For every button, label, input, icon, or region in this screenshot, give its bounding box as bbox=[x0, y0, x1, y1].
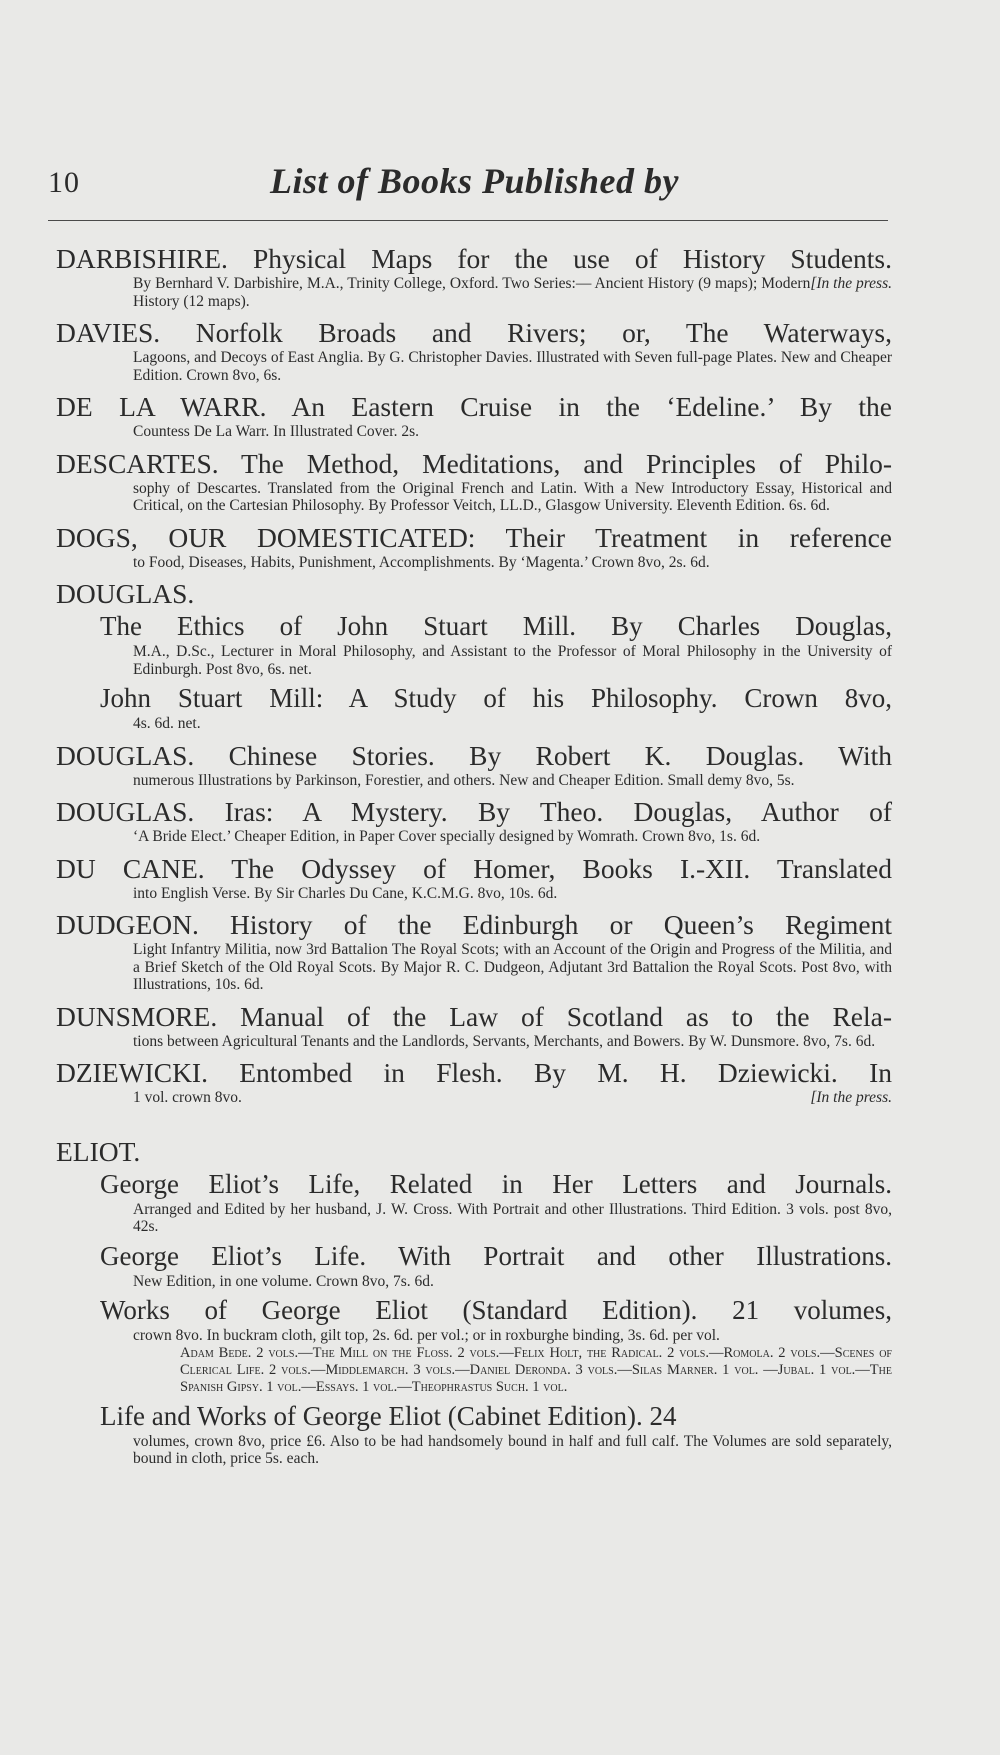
sub-entry-heading: George Eliot’s Life. With Portrait and other Illustrations. bbox=[100, 1240, 892, 1271]
entry-note: [In the press. bbox=[810, 1089, 892, 1106]
sub-entry-description: Arranged and Edited by her husband, J. W. Cross. With Portrait and other Illustrations. Third Edition. 3 vols. post 8vo, 42s. bbox=[133, 1200, 892, 1235]
entry-heading: DUDGEON. History of the Edinburgh or Queen’s Regiment bbox=[56, 909, 892, 940]
sub-entry bbox=[56, 1240, 892, 1291]
sub-entry-heading: John Stuart Mill: A Study of his Philosophy. Crown 8vo, bbox=[100, 683, 892, 713]
entry-description: sophy of Descartes. Translated from the Original French and Latin. With a New Introductory Essay, Historical and Critical, on the Cartesian Philosophy. By Professor Veitch, LL.D., Glasgow University. Eleventh Edition. 6s. 6d. bbox=[133, 479, 892, 514]
catalogue-body bbox=[56, 242, 892, 1474]
group-eliot bbox=[56, 1135, 892, 1468]
entry-heading: DE LA WARR. An Eastern Cruise in the ‘Edeline.’ By the bbox=[56, 391, 892, 422]
sub-entry bbox=[56, 1294, 892, 1396]
sub-entry-heading: Works of George Eliot (Standard Edition). 21 volumes, bbox=[100, 1295, 892, 1325]
entry-description-text: 1 vol. crown 8vo. bbox=[133, 1089, 242, 1106]
entry-heading: DESCARTES. The Method, Meditations, and Principles of Philo- bbox=[56, 447, 892, 479]
group-douglas bbox=[56, 577, 892, 733]
entry-dogs bbox=[56, 521, 892, 572]
section-gap bbox=[56, 1113, 892, 1135]
entry-description bbox=[56, 1089, 892, 1107]
sub-entry bbox=[56, 1400, 892, 1468]
sub-entry bbox=[56, 682, 892, 733]
entry-description: numerous Illustrations by Parkinson, Forestier, and others. New and Cheaper Edition. Small demy 8vo, 5s. bbox=[133, 771, 795, 789]
sub-entry-heading: George Eliot’s Life, Related in Her Letters and Journals. bbox=[100, 1168, 892, 1199]
sub-entry-description: New Edition, in one volume. Crown 8vo, 7s. 6d. bbox=[133, 1272, 434, 1290]
entry-heading: DOUGLAS. Chinese Stories. By Robert K. Douglas. With bbox=[56, 739, 892, 771]
entry-description-text: By Bernhard V. Darbishire, M.A., Trinity College, Oxford. Two Series:— Ancient History (9 maps); Modern History (12 maps). bbox=[133, 275, 811, 310]
entry-heading: DOGS, OUR DOMESTICATED: Their Treatment in reference bbox=[56, 521, 892, 553]
entry-du-cane bbox=[56, 852, 892, 903]
entry-heading: DU CANE. The Odyssey of Homer, Books I.-XII. Translated bbox=[56, 852, 892, 884]
sub-entry-heading: The Ethics of John Stuart Mill. By Charles Douglas, bbox=[100, 611, 892, 641]
entry-davies bbox=[56, 316, 892, 384]
entry-dudgeon bbox=[56, 908, 892, 994]
entry-heading: DZIEWICKI. Entombed in Flesh. By M. H. Dziewicki. In bbox=[56, 1057, 892, 1088]
sub-entry-description: volumes, crown 8vo, price £6. Also to be had handsomely bound in half and full calf. The Volumes are sold separately, bound in cloth, price 5s. each. bbox=[133, 1432, 892, 1467]
entry-douglas-iras bbox=[56, 795, 892, 846]
page-number: 10 bbox=[48, 166, 80, 199]
group-title: DOUGLAS. bbox=[56, 578, 195, 609]
sub-entry-heading: Life and Works of George Eliot (Cabinet Edition). 24 bbox=[100, 1400, 677, 1431]
entry-description bbox=[56, 275, 892, 310]
sub-entry bbox=[56, 610, 892, 678]
sub-entry bbox=[56, 1168, 892, 1236]
volume-titles-list: Adam Bede. 2 vols.—The Mill on the Floss. 2 vols.—Felix Holt, the Radical. 2 vols.—Romola. 2 vols.—Scenes of Clerical Life. 2 vols.—Middlemarch. 3 vols.—Daniel Deronda. 3 vols.—Silas Marner. 1 vol. —Jubal. 1 vol.—The Spanish Gipsy. 1 vol.—Essays. 1 vol.—Theophrastus Such. 1 vol. bbox=[180, 1344, 892, 1395]
entry-de-la-warr bbox=[56, 390, 892, 441]
entry-description: ‘A Bride Elect.’ Cheaper Edition, in Paper Cover specially designed by Womrath. Crown 8vo, 1s. 6d. bbox=[133, 828, 761, 845]
header-rule bbox=[48, 220, 888, 221]
entry-dziewicki bbox=[56, 1056, 892, 1107]
entry-description: Light Infantry Militia, now 3rd Battalion The Royal Scots; with an Account of the Origin and Progress of the Militia, and a Brief Sketch of the Old Royal Scots. By Major R. C. Dudgeon, Adjutant 3rd Battalion the Royal Scots. Post 8vo, with Illustrations, 10s. 6d. bbox=[133, 941, 892, 993]
entry-darbishire bbox=[56, 242, 892, 310]
entry-note: [In the press. bbox=[810, 275, 892, 292]
sub-entry-description: M.A., D.Sc., Lecturer in Moral Philosophy, and Assistant to the Professor of Moral Philosophy in the University of Edinburgh. Post 8vo, 6s. net. bbox=[133, 643, 892, 678]
sub-entry-description: 4s. 6d. net. bbox=[133, 715, 201, 732]
entry-description: Countess De La Warr. In Illustrated Cover. 2s. bbox=[133, 423, 420, 440]
running-head: List of Books Published by bbox=[270, 161, 680, 201]
entry-dunsmore bbox=[56, 1000, 892, 1051]
entry-heading: DOUGLAS. Iras: A Mystery. By Theo. Douglas, Author of bbox=[56, 796, 892, 827]
entry-description: tions between Agricultural Tenants and the Landlords, Servants, Merchants, and Bowers. By W. Dunsmore. 8vo, 7s. 6d. bbox=[133, 1032, 876, 1050]
entry-description: into English Verse. By Sir Charles Du Cane, K.C.M.G. 8vo, 10s. 6d. bbox=[133, 884, 558, 902]
sub-entry-description: crown 8vo. In buckram cloth, gilt top, 2s. 6d. per vol.; or in roxburghe binding, 3s. 6d. per vol. bbox=[133, 1327, 720, 1344]
entry-descartes bbox=[56, 447, 892, 515]
entry-heading: DAVIES. Norfolk Broads and Rivers; or, The Waterways, bbox=[56, 317, 892, 348]
entry-heading: DARBISHIRE. Physical Maps for the use of History Students. bbox=[56, 243, 892, 274]
entry-description: to Food, Diseases, Habits, Punishment, Accomplishments. By ‘Magenta.’ Crown 8vo, 2s. 6d. bbox=[133, 553, 710, 571]
group-title: ELIOT. bbox=[56, 1135, 141, 1167]
entry-heading: DUNSMORE. Manual of the Law of Scotland as to the Rela- bbox=[56, 1000, 892, 1032]
entry-douglas-chinese bbox=[56, 739, 892, 790]
entry-description: Lagoons, and Decoys of East Anglia. By G. Christopher Davies. Illustrated with Seven full-page Plates. New and Cheaper Edition. Crown 8vo, 6s. bbox=[133, 349, 892, 384]
